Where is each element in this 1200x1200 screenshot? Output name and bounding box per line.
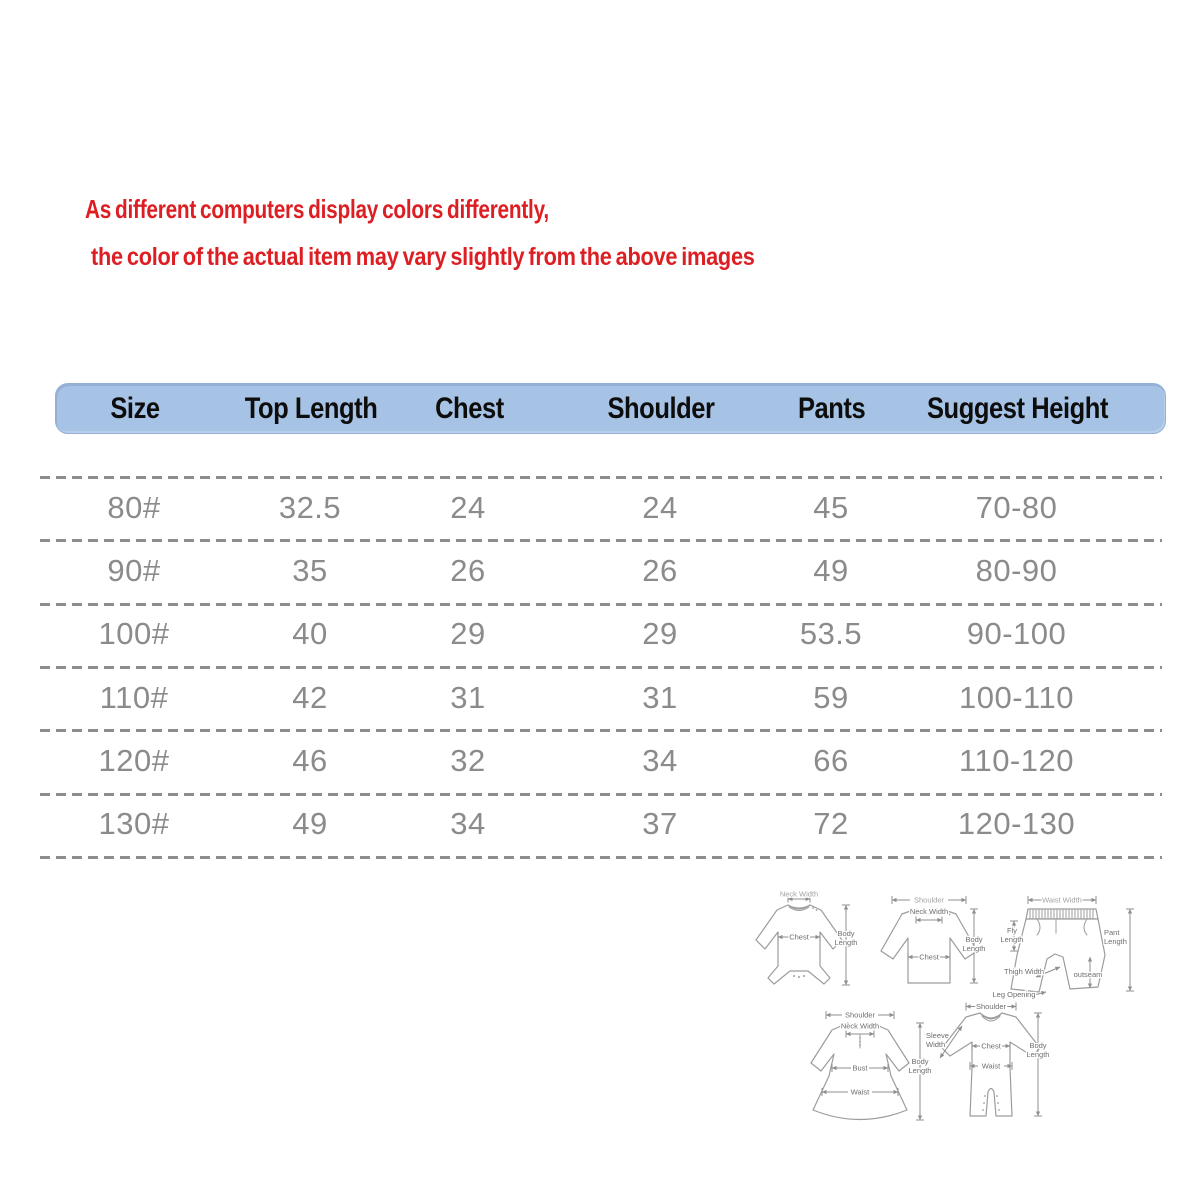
header-shoulder-label: Shoulder bbox=[607, 391, 715, 425]
table-row bbox=[55, 476, 1166, 539]
cell-pants: 49 bbox=[813, 552, 849, 588]
neck-width-label: Neck Width bbox=[779, 889, 819, 899]
romper-svg bbox=[926, 1000, 1056, 1130]
cell-top-length: 46 bbox=[292, 742, 328, 778]
cell-top-length: 40 bbox=[292, 616, 328, 652]
cell-shoulder: 29 bbox=[642, 616, 678, 652]
dress-svg bbox=[796, 1008, 936, 1128]
disclaimer-text-2: the color of the actual item may vary slightly from the above images bbox=[91, 243, 755, 271]
cell-size: 100# bbox=[98, 616, 170, 652]
body-length-label-1: Body bbox=[1029, 1041, 1047, 1050]
cell-chest: 26 bbox=[450, 552, 486, 588]
header-size-label: Size bbox=[110, 391, 160, 425]
header-size bbox=[56, 392, 214, 426]
header-top-length bbox=[214, 392, 408, 426]
romper-diagram bbox=[926, 1000, 1056, 1130]
cell-shoulder: 26 bbox=[642, 552, 678, 588]
disclaimer-line-1 bbox=[85, 194, 854, 225]
body-length-label-1: Body bbox=[911, 1057, 929, 1066]
table-row bbox=[55, 792, 1166, 855]
body-length-label-2: Length bbox=[834, 938, 858, 947]
snap-dot bbox=[812, 907, 814, 909]
chest-label: Chest bbox=[789, 932, 809, 942]
leg-opening-label: Leg Opening bbox=[992, 990, 1036, 999]
color-disclaimer bbox=[85, 194, 854, 272]
body-length-label-1: Body bbox=[965, 935, 983, 944]
cell-top-length: 32.5 bbox=[278, 489, 342, 525]
waist-label: Waist bbox=[850, 1087, 870, 1097]
button-dot bbox=[859, 1041, 861, 1043]
header-suggest-height bbox=[872, 392, 1163, 426]
cell-suggest-height: 90-100 bbox=[966, 616, 1067, 652]
shirt-diagram bbox=[866, 893, 996, 995]
bodysuit-outline bbox=[756, 905, 842, 984]
pants-svg bbox=[984, 893, 1136, 1005]
neck-width-label: Neck Width bbox=[909, 907, 949, 916]
fly-length-label-2: Length bbox=[1000, 935, 1024, 944]
body-length-label-2: Length bbox=[1026, 1050, 1050, 1059]
button-dot bbox=[859, 1037, 861, 1039]
cell-suggest-height: 100-110 bbox=[959, 679, 1074, 715]
shoulder-label: Shoulder bbox=[975, 1002, 1007, 1011]
waist-label: Waist bbox=[981, 1061, 1001, 1071]
header-top-length-label: Top Length bbox=[244, 391, 378, 425]
cell-shoulder: 34 bbox=[642, 742, 678, 778]
snap-dot bbox=[793, 975, 795, 977]
cell-top-length: 49 bbox=[292, 806, 328, 842]
header-pants bbox=[792, 392, 872, 426]
cell-suggest-height: 120-130 bbox=[957, 806, 1076, 842]
snap-dot bbox=[997, 1102, 999, 1104]
row-divider bbox=[40, 856, 1162, 859]
table-row bbox=[55, 729, 1166, 792]
button-dot bbox=[859, 1044, 861, 1046]
table-row bbox=[55, 666, 1166, 729]
snap-dot bbox=[998, 1109, 1000, 1111]
bodysuit-diagram bbox=[746, 889, 858, 1000]
snap-dot bbox=[983, 1102, 985, 1104]
cell-chest: 34 bbox=[450, 806, 486, 842]
header-chest bbox=[408, 392, 530, 426]
snap-dot bbox=[996, 1095, 998, 1097]
waist-width-label: Waist Width bbox=[1042, 895, 1082, 905]
cell-size: 110# bbox=[99, 679, 169, 715]
cell-shoulder: 37 bbox=[642, 806, 678, 842]
sleeve-width-label-1: Sleeve bbox=[926, 1031, 949, 1040]
table-row bbox=[55, 539, 1166, 602]
cell-pants: 59 bbox=[813, 679, 849, 715]
cell-chest: 31 bbox=[450, 679, 486, 715]
chest-label: Chest bbox=[981, 1041, 1001, 1051]
size-table-body bbox=[55, 476, 1166, 856]
table-row bbox=[55, 603, 1166, 666]
body-length-label-2: Length bbox=[962, 944, 986, 953]
snap-dot bbox=[949, 914, 951, 916]
cell-pants: 72 bbox=[813, 806, 849, 842]
cell-suggest-height: 80-90 bbox=[975, 552, 1058, 588]
body-length-label-2: Length bbox=[908, 1066, 932, 1075]
snap-dot bbox=[803, 975, 805, 977]
bodysuit-svg bbox=[746, 889, 858, 1000]
cell-shoulder: 24 bbox=[642, 489, 678, 525]
snap-dot bbox=[984, 1095, 986, 1097]
snap-dot bbox=[982, 1109, 984, 1111]
cell-size: 130# bbox=[98, 806, 170, 842]
disclaimer-text-1: As different computers display colors differently, bbox=[85, 194, 549, 224]
cell-size: 90# bbox=[107, 552, 161, 588]
header-chest-label: Chest bbox=[434, 391, 504, 425]
shirt-svg bbox=[866, 893, 996, 995]
cell-pants: 45 bbox=[813, 489, 849, 525]
cell-pants: 53.5 bbox=[799, 616, 863, 652]
header-suggest-height-label: Suggest Height bbox=[926, 391, 1109, 425]
cell-chest: 24 bbox=[450, 489, 486, 525]
dress-diagram bbox=[796, 1008, 936, 1128]
cell-pants: 66 bbox=[813, 742, 849, 778]
pant-length-label-2: Length bbox=[1104, 937, 1127, 946]
outseam-label: outseam bbox=[1073, 970, 1103, 979]
cell-shoulder: 31 bbox=[642, 679, 678, 715]
cell-size: 120# bbox=[98, 742, 170, 778]
cell-chest: 32 bbox=[450, 742, 486, 778]
cell-suggest-height: 70-80 bbox=[975, 489, 1058, 525]
pants-outline bbox=[1011, 919, 1105, 992]
disclaimer-line-2 bbox=[85, 243, 854, 272]
snap-dot bbox=[798, 976, 800, 978]
cell-suggest-height: 110-120 bbox=[959, 742, 1074, 778]
bust-label: Bust bbox=[852, 1063, 868, 1073]
cell-top-length: 42 bbox=[292, 679, 328, 715]
pants-diagram bbox=[984, 893, 1136, 1005]
cell-size: 80# bbox=[107, 489, 161, 525]
neck-width-label: Neck Width bbox=[840, 1021, 880, 1031]
pant-length-label-1: Pant bbox=[1104, 928, 1120, 937]
snap-dot bbox=[816, 909, 818, 911]
shoulder-label: Shoulder bbox=[844, 1010, 876, 1020]
cell-top-length: 35 bbox=[292, 552, 328, 588]
size-table-header bbox=[55, 383, 1166, 434]
thigh-width-label: Thigh Width bbox=[1003, 967, 1045, 976]
cell-chest: 29 bbox=[450, 616, 486, 652]
sleeve-width-label-2: Width bbox=[926, 1040, 946, 1049]
shoulder-label: Shoulder bbox=[913, 895, 945, 905]
fly-length-label-1: Fly bbox=[1007, 926, 1017, 935]
body-length-label-1: Body bbox=[837, 929, 855, 938]
header-shoulder bbox=[530, 392, 792, 426]
header-pants-label: Pants bbox=[798, 391, 866, 425]
chest-label: Chest bbox=[919, 952, 939, 962]
